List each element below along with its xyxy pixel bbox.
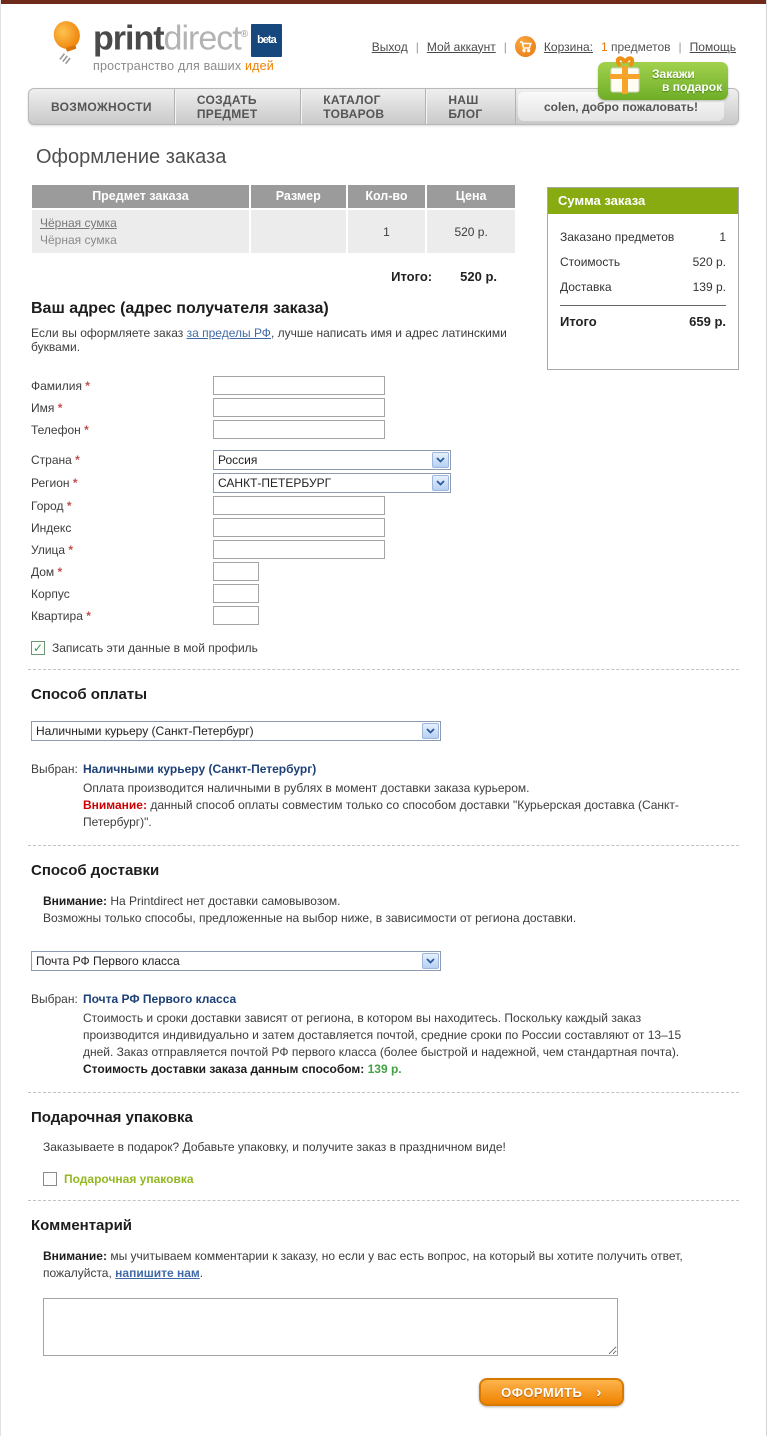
chevron-down-icon: [432, 452, 449, 468]
zip-field[interactable]: [213, 518, 385, 537]
col-header-item: Предмет заказа: [32, 185, 249, 208]
street-field[interactable]: [213, 540, 385, 559]
arrow-right-icon: ›: [596, 1383, 602, 1401]
logout-link[interactable]: Выход: [371, 39, 408, 54]
payment-chosen-name: Наличными курьеру (Санкт-Петербург): [83, 762, 317, 776]
form-row: Корпус: [31, 584, 739, 603]
link-separator: |: [678, 39, 682, 54]
gift-section-title: Подарочная упаковка: [31, 1109, 193, 1126]
checkbox-checked-icon: ✓: [32, 641, 44, 655]
delivery-method-select[interactable]: Почта РФ Первого класса: [31, 951, 441, 971]
form-row: Фамилия *: [31, 376, 533, 395]
form-row: Дом *: [31, 562, 739, 581]
firstname-field[interactable]: [213, 398, 385, 417]
link-separator: |: [415, 39, 419, 54]
save-to-profile-checkbox[interactable]: [31, 641, 739, 655]
building-field[interactable]: [213, 584, 259, 603]
summary-total: Итого 659 р.: [560, 305, 726, 329]
form-row: Регион * САНКТ-ПЕТЕРБУРГ: [31, 473, 739, 493]
lastname-field[interactable]: [213, 376, 385, 395]
chevron-down-icon: [422, 723, 439, 739]
header: [1, 4, 766, 94]
gift-box-icon: [606, 54, 648, 100]
delivery-description: Стоимость и сроки доставки зависят от региона, в котором вы находитесь. Поскольку каждый заказ производится индивидуально и затем доставляется почтой, средние сроки по России составляют от 13–15 дней. Заказ отправляется почтой РФ первого класса (более быстрой и надежной, чем стандартная почта).: [83, 1011, 682, 1059]
delivery-chosen-block: Выбран: Почта РФ Первого класса Стоимость и сроки доставки зависят от региона, в котором вы находитесь. Поскольку каждый заказ производится индивидуально и затем доставляется почтой, средние сроки по России составляют от 13–15 дней. Заказ отправляется почтой РФ первого класса (более быстрой и надежной, чем стандартная почта). Стоимость доставки заказа данным способом: 139 р.: [31, 991, 739, 1078]
comment-textarea[interactable]: [43, 1298, 618, 1356]
item-price: 520 р.: [427, 210, 515, 253]
save-to-profile-label: Записать эти данные в мой профиль: [52, 641, 258, 655]
city-field[interactable]: [213, 496, 385, 515]
lightbulb-icon: [45, 16, 91, 68]
delivery-cost: Стоимость доставки заказа данным способом: 139 р.: [83, 1062, 402, 1076]
chevron-down-icon: [432, 475, 449, 491]
col-header-price: Цена: [427, 185, 515, 208]
address-note: Если вы оформляете заказ за пределы РФ, лучше написать имя и адрес латинскими буквами.: [31, 326, 507, 354]
nav-item-blog[interactable]: НАШ БЛОГ: [426, 89, 516, 124]
section-divider: [28, 1200, 739, 1201]
country-select[interactable]: Россия: [213, 450, 451, 470]
order-summary-title: Сумма заказа: [548, 188, 738, 214]
gift-text: Заказываете в подарок? Добавьте упаковку, и получите заказ в праздничном виде!: [43, 1140, 506, 1154]
delivery-section-title: Способ доставки: [31, 862, 160, 879]
submit-order-button[interactable]: ОФОРМИТЬ ›: [479, 1378, 624, 1406]
help-link[interactable]: Помощь: [689, 39, 736, 54]
chevron-down-icon: [422, 953, 439, 969]
link-separator: |: [503, 39, 507, 54]
payment-warning: Внимание: данный способ оплаты совместим только со способом доставки "Курьерская доставка (Санкт-Петербург)".: [83, 798, 679, 829]
cart-icon[interactable]: [515, 36, 536, 57]
header-links: [372, 36, 736, 57]
section-divider: [28, 669, 739, 670]
gift-wrap-checkbox[interactable]: [43, 1172, 739, 1186]
address-section-title: Ваш адрес (адрес получателя заказа): [31, 300, 329, 317]
form-row: Телефон *: [31, 420, 739, 439]
item-link[interactable]: Чёрная сумка: [40, 216, 117, 230]
comment-warning: Внимание: мы учитываем комментарии к заказу, но если у вас есть вопрос, на который вы хотите получить ответ, пожалуйста, напишите нам.: [43, 1249, 683, 1280]
cart-count: 1: [600, 39, 608, 54]
abroad-link[interactable]: за пределы РФ: [186, 326, 271, 340]
nav-item-catalog[interactable]: КАТАЛОГ ТОВАРОВ: [301, 89, 426, 124]
brand-name: printdirect® beta: [93, 20, 282, 57]
page-title: Оформление заказа: [36, 146, 227, 168]
summary-row-items: Заказано предметов 1: [560, 230, 726, 244]
col-header-qty: Кол-во: [348, 185, 426, 208]
registered-mark: ®: [240, 29, 248, 40]
gift-badge-text: Закажи в подарок: [652, 67, 723, 94]
item-subtitle: Чёрная сумка: [40, 233, 117, 247]
payment-method-select[interactable]: Наличными курьеру (Санкт-Петербург): [31, 721, 441, 741]
section-divider: [28, 845, 739, 846]
apartment-field[interactable]: [213, 606, 259, 625]
checkbox-unchecked-icon: [43, 1172, 57, 1186]
tagline: пространство для ваших идей: [93, 59, 274, 74]
form-row: Улица *: [31, 540, 739, 559]
item-size: [251, 210, 346, 253]
gift-promo-badge[interactable]: [598, 62, 728, 100]
form-row: Квартира *: [31, 606, 739, 625]
order-summary-box: [547, 187, 739, 370]
house-field[interactable]: [213, 562, 259, 581]
gift-wrap-label: Подарочная упаковка: [64, 1172, 194, 1186]
cart-suffix: предметов: [610, 39, 671, 54]
summary-row-delivery: Доставка 139 р.: [560, 280, 726, 294]
summary-row-cost: Стоимость 520 р.: [560, 255, 726, 269]
contact-us-link[interactable]: напишите нам: [115, 1266, 200, 1280]
nav-item-create[interactable]: СОЗДАТЬ ПРЕДМЕТ: [175, 89, 301, 124]
nav-welcome-user[interactable]: colen, добро пожаловать!: [518, 92, 724, 121]
form-row: Индекс: [31, 518, 739, 537]
region-select[interactable]: САНКТ-ПЕТЕРБУРГ: [213, 473, 451, 493]
nav-item-features[interactable]: ВОЗМОЖНОСТИ: [29, 89, 175, 124]
cart-link[interactable]: Корзина:: [543, 39, 593, 54]
delivery-chosen-name: Почта РФ Первого класса: [83, 992, 237, 1006]
table-row: [32, 210, 515, 253]
table-header-row: [32, 185, 515, 208]
phone-field[interactable]: [213, 420, 385, 439]
beta-badge: beta: [251, 24, 282, 57]
table-total: Итого: 520 р.: [391, 269, 497, 284]
payment-section-title: Способ оплаты: [31, 686, 148, 703]
form-row: Город *: [31, 496, 739, 515]
account-link[interactable]: Мой аккаунт: [426, 39, 496, 54]
form-row: Имя *: [31, 398, 739, 417]
item-qty: 1: [348, 210, 426, 253]
form-row: Страна * Россия: [31, 450, 739, 470]
address-form: [31, 376, 739, 625]
col-header-size: Размер: [251, 185, 346, 208]
section-divider: [28, 1092, 739, 1093]
payment-description: Оплата производится наличными в рублях в момент доставки заказа курьером.: [83, 781, 530, 795]
comment-section-title: Комментарий: [31, 1217, 133, 1234]
order-items-table: [30, 183, 517, 255]
payment-chosen-block: Выбран: Наличными курьеру (Санкт-Петербург) Оплата производится наличными в рублях в момент доставки заказа курьером. Внимание: данный способ оплаты совместим только со способом доставки "Курьерская доставка (Санкт-Петербург)".: [31, 761, 739, 831]
delivery-warning: Внимание: На Printdirect нет доставки самовывозом. Возможны только способы, предложенные на выбор ниже, в зависимости от региона доставки.: [43, 894, 577, 925]
logo[interactable]: [51, 20, 282, 73]
